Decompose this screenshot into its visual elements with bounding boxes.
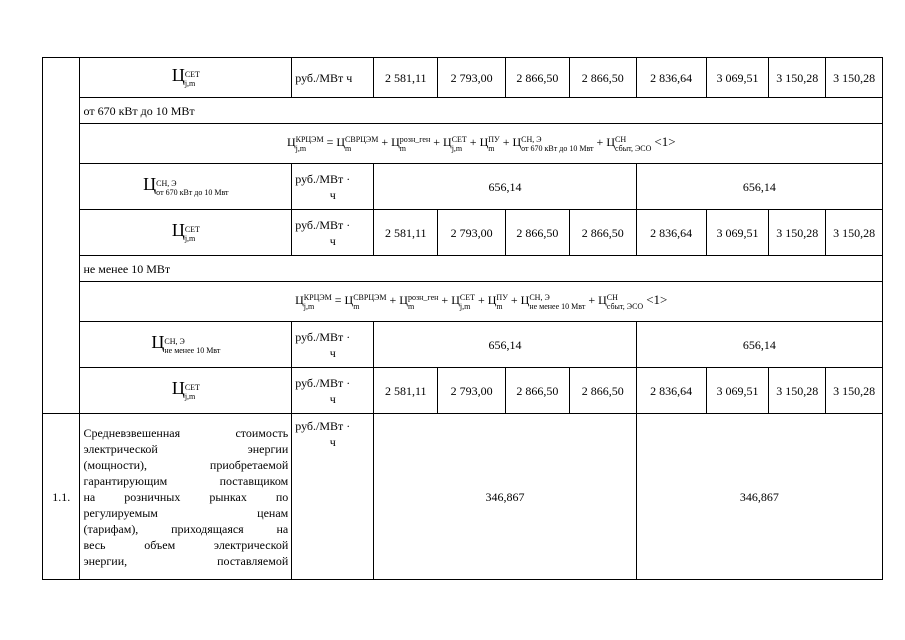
formula-plus: + — [510, 293, 518, 308]
formula-equals: = — [326, 135, 334, 150]
indicator-cell — [80, 368, 292, 414]
unit-cell — [292, 210, 374, 256]
unit-cell: руб./МВт ч — [292, 58, 374, 98]
formula-sub: не менее 10 Мвт — [529, 301, 586, 311]
symbol-superscript: СЕТ — [184, 69, 200, 79]
section-label: не менее 10 МВт — [80, 256, 883, 282]
formula-plus: + — [441, 293, 449, 308]
description-line: на розничных рынках по — [83, 489, 289, 504]
value-cell: 2 581,11 — [374, 58, 438, 98]
value-cell: 2 581,11 — [374, 368, 438, 414]
formula-symbol: Ц — [451, 293, 460, 308]
formula-sub: m — [496, 301, 503, 311]
formula-plus: + — [477, 293, 485, 308]
symbol-superscript: СЕТ — [184, 224, 200, 234]
formula-sup: КРЦЭМ — [295, 134, 324, 144]
formula-sub: сбыт, ЭСО — [614, 143, 652, 153]
value-cell-half-2: 656,14 — [636, 322, 882, 368]
formula-symbol: Ц — [443, 135, 452, 150]
symbol-subscript: j,m — [184, 78, 196, 88]
unit-line: ч — [329, 435, 336, 449]
description-line: весь объем электрической — [83, 537, 289, 552]
value-cell: 2 793,00 — [438, 58, 506, 98]
value-cell: 3 150,28 — [826, 210, 883, 256]
description-cell — [80, 414, 292, 580]
unit-line: руб./МВт · — [295, 375, 351, 390]
formula-sub: j,m — [303, 301, 315, 311]
formula-row — [43, 124, 883, 164]
formula-symbol: Ц — [598, 293, 607, 308]
indicator-cell — [80, 58, 292, 98]
value-cell: 2 836,64 — [636, 58, 706, 98]
formula-sub: сбыт, ЭСО — [606, 301, 644, 311]
value-cell: 3 150,28 — [769, 210, 826, 256]
formula-sup: розн_ген — [407, 292, 439, 302]
symbol-subscript: не менее 10 Мвт — [164, 345, 221, 355]
footnote-ref: <1> — [654, 134, 676, 150]
value-cell: 3 069,51 — [706, 368, 769, 414]
value-cell: 3 150,28 — [769, 368, 826, 414]
unit-line: руб./МВт · — [295, 329, 351, 344]
formula-symbol: Ц — [344, 293, 354, 308]
formula-sub: m — [407, 301, 415, 311]
footnote-ref: <1> — [646, 292, 668, 308]
formula-sub: m — [399, 143, 407, 153]
formula-symbol: Ц — [479, 135, 489, 150]
description-line: (мощности), приобретаемой — [83, 457, 289, 472]
formula-plus: + — [596, 135, 604, 150]
formula-symbol: Ц — [487, 293, 497, 308]
symbol-superscript: СН, Э — [156, 178, 177, 188]
formula-cell — [80, 124, 883, 164]
formula-sup: ПУ — [488, 134, 500, 144]
unit-cell — [292, 164, 374, 210]
description-line: Средневзвешенная стоимость — [83, 425, 289, 440]
unit-line: ч — [329, 187, 336, 202]
description-line: гарантирующим поставщиком — [83, 473, 289, 488]
formula-sup: СН, Э — [529, 292, 550, 302]
table-row — [43, 164, 883, 210]
formula-symbol: Ц — [606, 135, 615, 150]
section-row — [43, 98, 883, 124]
symbol-subscript: от 670 кВт до 10 Мвт — [156, 187, 229, 197]
value-cell-half-2: 656,14 — [636, 164, 882, 210]
indicator-cell — [80, 210, 292, 256]
value-cell: 2 793,00 — [438, 210, 506, 256]
value-cell: 3 069,51 — [706, 210, 769, 256]
value-cell-half-1: 656,14 — [374, 164, 636, 210]
formula-sup: розн_ген — [399, 134, 431, 144]
value-cell: 2 866,50 — [569, 368, 636, 414]
tariff-table — [42, 57, 883, 580]
unit-line: ч — [329, 391, 336, 406]
price-symbol: Ц — [171, 65, 185, 86]
formula-symbol: Ц — [391, 135, 400, 150]
formula-sup: СВРЦЭМ — [353, 292, 387, 302]
value-cell: 2 581,11 — [374, 210, 438, 256]
formula-equals: = — [334, 293, 342, 308]
unit-line: руб./МВт · — [295, 419, 351, 433]
unit-line: руб./МВт · — [295, 171, 351, 186]
formula-sub: m — [345, 143, 352, 153]
formula-symbol: Ц — [336, 135, 346, 150]
formula-sup: СН — [606, 292, 618, 302]
formula-sup: СЕТ — [451, 134, 467, 144]
unit-cell — [292, 414, 374, 580]
formula-plus: + — [389, 293, 397, 308]
value-cell: 2 836,64 — [636, 368, 706, 414]
unit-line: руб./МВт · — [295, 217, 351, 232]
formula-sub: j,m — [459, 301, 471, 311]
description-line: (тарифам), приходящаяся на — [83, 521, 289, 536]
price-symbol: Ц — [171, 378, 185, 399]
formula-symbol: Ц — [295, 293, 304, 308]
symbol-subscript: j,m — [184, 233, 196, 243]
row-number-cell — [43, 58, 80, 414]
indicator-cell — [80, 164, 292, 210]
formula-row — [43, 282, 883, 322]
table-row — [43, 368, 883, 414]
indicator-cell — [80, 322, 292, 368]
description-line: энергии, поставляемой — [83, 553, 289, 568]
formula-plus: + — [588, 293, 596, 308]
formula-sub: m — [488, 143, 495, 153]
formula-sup: СН — [614, 134, 627, 144]
formula-symbol: Ц — [286, 135, 296, 150]
formula-plus: + — [433, 135, 441, 150]
description-line: электрической энергии — [83, 441, 289, 456]
unit-cell — [292, 322, 374, 368]
unit-line: ч — [329, 345, 336, 360]
formula-sup: СН, Э — [521, 134, 542, 144]
symbol-superscript: СН, Э — [164, 336, 185, 346]
value-cell-half-1: 656,14 — [374, 322, 636, 368]
formula-cell — [80, 282, 883, 322]
value-cell: 3 150,28 — [769, 58, 826, 98]
formula-symbol: Ц — [399, 293, 408, 308]
section-label: от 670 кВт до 10 МВт — [80, 98, 883, 124]
value-cell-half-1: 346,867 — [374, 414, 636, 580]
formula-symbol: Ц — [520, 293, 530, 308]
value-cell: 2 866,50 — [506, 210, 570, 256]
price-symbol: Ц — [143, 174, 157, 195]
formula-plus: + — [469, 135, 477, 150]
formula-sup: КРЦЭМ — [303, 292, 332, 302]
value-cell: 3 150,28 — [826, 368, 883, 414]
unit-line: ч — [329, 233, 336, 248]
price-symbol: Ц — [171, 220, 185, 241]
value-cell: 3 069,51 — [706, 58, 769, 98]
table-row — [43, 58, 883, 98]
value-cell: 3 150,28 — [826, 58, 883, 98]
formula-sub: m — [353, 301, 360, 311]
symbol-superscript: СЕТ — [184, 382, 200, 392]
value-cell: 2 866,50 — [569, 58, 636, 98]
formula-sup: СЕТ — [459, 292, 475, 302]
unit-cell — [292, 368, 374, 414]
table-row — [43, 322, 883, 368]
value-cell: 2 836,64 — [636, 210, 706, 256]
value-cell: 2 866,50 — [506, 58, 570, 98]
description-line: регулируемым ценам — [83, 505, 289, 520]
formula-sub: от 670 кВт до 10 Мвт — [521, 143, 594, 153]
table-row — [43, 210, 883, 256]
formula-plus: + — [502, 135, 510, 150]
value-cell: 2 793,00 — [438, 368, 506, 414]
section-row — [43, 256, 883, 282]
formula-plus: + — [381, 135, 389, 150]
value-cell: 2 866,50 — [506, 368, 570, 414]
price-symbol: Ц — [151, 332, 165, 353]
row-number: 1.1. — [43, 414, 80, 580]
value-cell: 2 866,50 — [569, 210, 636, 256]
table-row — [43, 414, 883, 580]
formula-sup: СВРЦЭМ — [345, 134, 379, 144]
value-cell-half-2: 346,867 — [636, 414, 882, 580]
symbol-subscript: j,m — [184, 391, 196, 401]
formula-sub: j,m — [295, 143, 307, 153]
formula-sup: ПУ — [496, 292, 508, 302]
formula-symbol: Ц — [512, 135, 522, 150]
formula-sub: j,m — [451, 143, 463, 153]
